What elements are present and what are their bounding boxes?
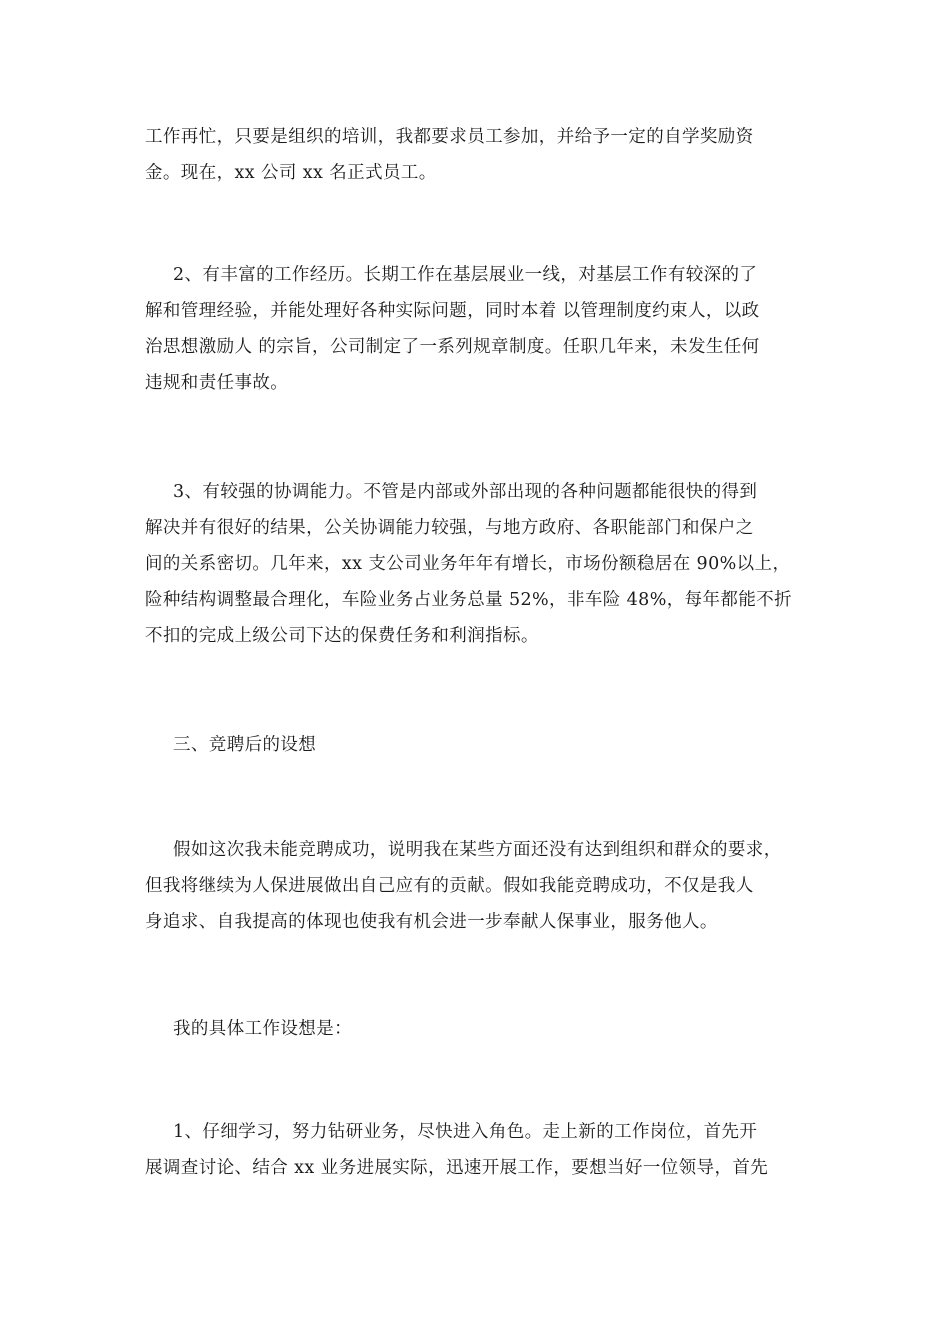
text-line: 3、有较强的协调能力。不管是内部或外部出现的各种问题都能很快的得到 xyxy=(173,482,758,502)
section-heading xyxy=(145,727,815,763)
heading-line: 三、竞聘后的设想 xyxy=(173,735,317,755)
paragraph-plan-intro xyxy=(145,1011,815,1047)
paragraph-coordination xyxy=(145,474,815,654)
text-line: 违规和责任事故。 xyxy=(145,373,289,393)
text-line: 险种结构调整最合理化，车险业务占业务总量 52%，非车险 48%，每年都能不折 xyxy=(145,590,793,610)
text-line: 金。现在，xx 公司 xx 名正式员工。 xyxy=(145,163,437,183)
text-line: 解决并有很好的结果，公关协调能力较强，与地方政府、各职能部门和保户之 xyxy=(145,518,754,538)
paragraph-outcome xyxy=(145,832,815,940)
text-line: 工作再忙，只要是组织的培训，我都要求员工参加，并给予一定的自学奖励资 xyxy=(145,127,754,147)
paragraph-work-experience xyxy=(145,257,815,401)
text-line: 我的具体工作设想是： xyxy=(173,1019,352,1039)
text-line: 解和管理经验，并能处理好各种实际问题，同时本着 以管理制度约束人，以政 xyxy=(145,301,760,321)
paragraph-training xyxy=(145,119,815,191)
text-line: 2、有丰富的工作经历。长期工作在基层展业一线，对基层工作有较深的了 xyxy=(173,265,758,285)
text-line: 间的关系密切。几年来，xx 支公司业务年年有增长，市场份额稳居在 90%以上， xyxy=(145,554,791,574)
text-line: 治思想激励人 的宗旨，公司制定了一系列规章制度。任职几年来，未发生任何 xyxy=(145,337,760,357)
text-line: 1、仔细学习，努力钻研业务，尽快进入角色。走上新的工作岗位，首先开 xyxy=(173,1122,758,1142)
text-line: 身追求、自我提高的体现也使我有机会进一步奉献人保事业，服务他人。 xyxy=(145,912,718,932)
text-line: 展调查讨论、结合 xx 业务进展实际，迅速开展工作，要想当好一位领导，首先 xyxy=(145,1158,769,1178)
text-line: 不扣的完成上级公司下达的保费任务和利润指标。 xyxy=(145,626,539,646)
text-line: 假如这次我未能竞聘成功，说明我在某些方面还没有达到组织和群众的要求， xyxy=(173,840,782,860)
text-line: 但我将继续为人保进展做出自己应有的贡献。假如我能竞聘成功，不仅是我人 xyxy=(145,876,754,896)
paragraph-plan-1 xyxy=(145,1114,815,1186)
